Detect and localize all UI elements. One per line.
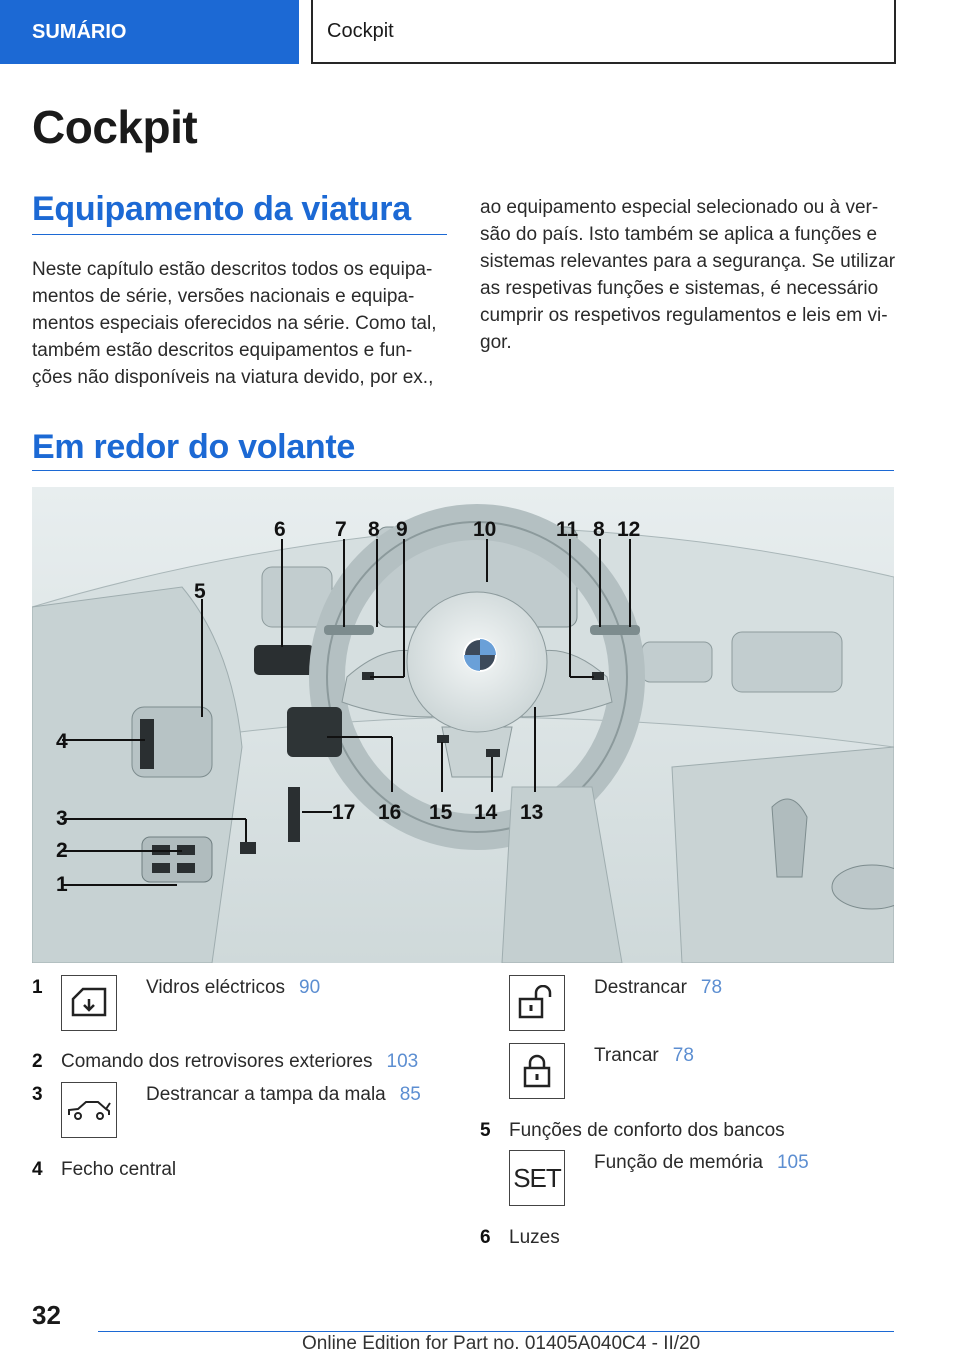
legend-item-1	[146, 977, 320, 999]
legend-number: 6	[480, 1227, 491, 1248]
callout-16: 16	[378, 801, 402, 824]
legend-label: Funções de conforto dos bancos	[509, 1120, 785, 1141]
callout-15: 15	[429, 801, 453, 824]
callout-14: 14	[474, 801, 498, 824]
footer-rule	[98, 1331, 894, 1332]
window-icon	[61, 975, 117, 1031]
page-number: 32	[32, 1300, 61, 1330]
text-line: Neste capítulo estão descritos todos os equipa-	[32, 259, 433, 280]
chapter-tab[interactable]	[311, 0, 896, 64]
legend-number: 4	[32, 1159, 43, 1180]
legend-item-3	[146, 1084, 421, 1106]
chapter-tab-label: Cockpit	[327, 19, 394, 42]
text-line: mentos de série, versões nacionais e equipa-	[32, 286, 415, 307]
legend-number: 2	[32, 1051, 43, 1072]
legend-label: Função de memória	[594, 1152, 763, 1173]
callout-11: 11	[556, 518, 579, 541]
legend-label: Vidros eléctricos	[146, 977, 286, 998]
unlock-icon	[509, 975, 565, 1031]
section-rule	[32, 234, 447, 235]
callout-8: 8	[368, 518, 380, 541]
text-line: cumprir os respetivos regulamentos e leis em vi-	[480, 305, 888, 326]
text-line: as respetivas funções e sistemas, é necessário	[480, 278, 879, 299]
callout-10: 10	[473, 518, 497, 541]
callout-9: 9	[396, 518, 408, 541]
legend-label: Destrancar a tampa da mala	[146, 1084, 386, 1105]
legend-item-2	[61, 1051, 418, 1073]
legend-item-4a	[594, 977, 722, 999]
text-line: são do país. Isto também se aplica a funções e	[480, 224, 878, 245]
callout-12: 12	[617, 518, 641, 541]
legend-number: 3	[32, 1084, 43, 1105]
lock-icon	[509, 1043, 565, 1099]
page-link[interactable]: 90	[299, 977, 321, 998]
callout-6: 6	[274, 518, 286, 541]
page-title: Cockpit	[32, 101, 198, 153]
callout-17: 17	[332, 801, 356, 824]
section-rule	[32, 470, 894, 471]
legend-item-5	[509, 1120, 785, 1142]
text-line: sistemas relevantes para a segurança. Se utilizar	[480, 251, 896, 272]
section-heading-steering: Em redor do volante	[32, 428, 356, 466]
callout-3: 3	[56, 807, 68, 830]
text-line: também estão descritos equipamentos e fun-	[32, 340, 413, 361]
legend-item-4	[61, 1159, 176, 1181]
page-link[interactable]: 78	[700, 977, 723, 998]
callout-8b: 8	[593, 518, 605, 541]
edition-note: Online Edition for Part no. 01405A040C4 - II/20	[302, 1333, 701, 1354]
page-link[interactable]: 105	[776, 1152, 809, 1173]
intro-column-2	[480, 194, 900, 356]
text-line: ções não disponíveis na viatura devido, por ex.,	[32, 367, 434, 388]
intro-column-1	[32, 256, 452, 391]
callout-13: 13	[520, 801, 544, 824]
legend-label: Destrancar	[594, 977, 687, 998]
legend-number: 1	[32, 977, 43, 998]
page-link[interactable]: 78	[672, 1045, 694, 1066]
legend-item-6	[509, 1227, 560, 1249]
legend-item-5a	[594, 1152, 809, 1174]
summary-tab[interactable]	[0, 0, 299, 64]
callout-7: 7	[335, 518, 347, 541]
page-link[interactable]: 103	[386, 1051, 419, 1072]
legend-number: 5	[480, 1120, 491, 1141]
callout-4: 4	[56, 730, 68, 753]
callout-1: 1	[56, 873, 68, 896]
legend-label: Comando dos retrovisores exteriores	[61, 1051, 373, 1072]
text-line: ao equipamento especial selecionado ou à ver-	[480, 197, 879, 218]
callout-2: 2	[56, 839, 68, 862]
cockpit-illustration	[32, 487, 894, 963]
car-trunk-icon	[61, 1082, 117, 1138]
text-line: gor.	[480, 332, 512, 353]
legend-label: Fecho central	[61, 1159, 177, 1180]
section-heading-equipment: Equipamento da viatura	[32, 190, 411, 228]
set-icon	[509, 1150, 565, 1206]
callout-5: 5	[194, 580, 206, 603]
set-icon-text: SET	[513, 1162, 561, 1193]
text-line: mentos especiais oferecidos na série. Como tal,	[32, 313, 437, 334]
legend-item-4b	[594, 1045, 694, 1067]
legend-label: Luzes	[509, 1227, 560, 1248]
legend-label: Trancar	[594, 1045, 659, 1066]
page-link[interactable]: 85	[399, 1084, 421, 1105]
summary-tab-label: SUMÁRIO	[32, 20, 127, 43]
